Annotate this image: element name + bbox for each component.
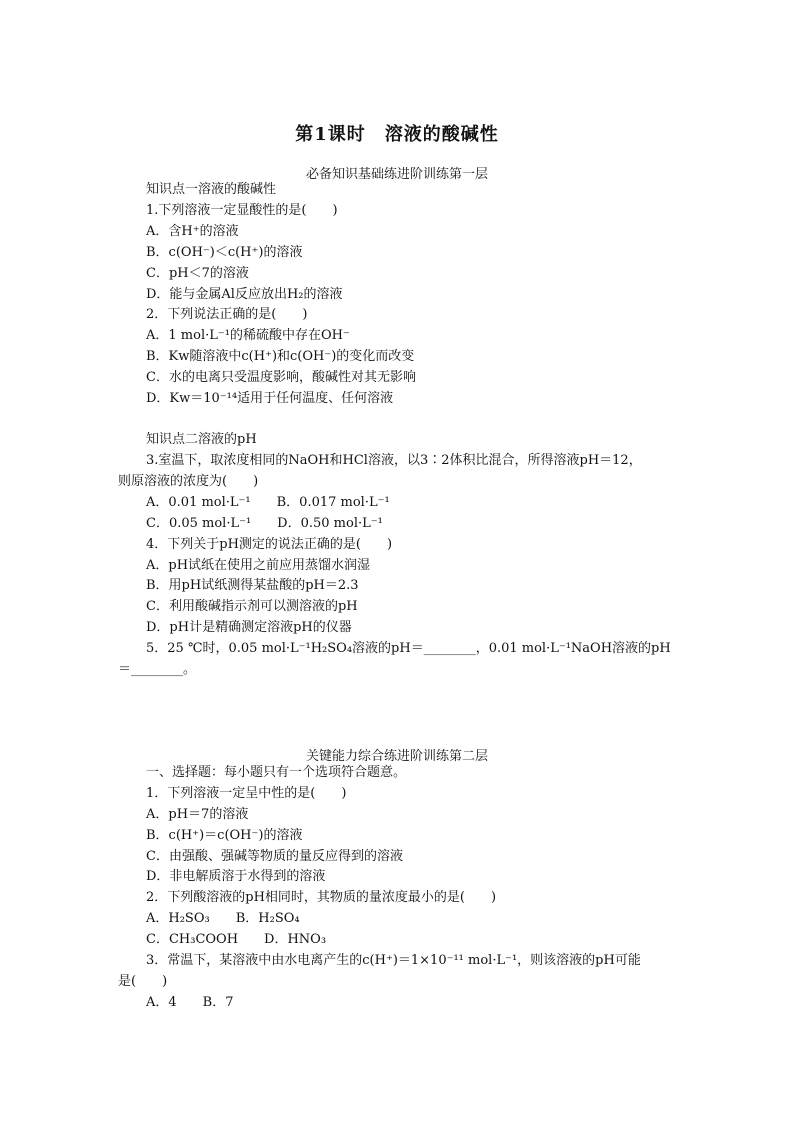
question-5-line2: ＝________。 <box>118 662 197 677</box>
question-2: 2．下列说法正确的是( ) <box>146 307 308 322</box>
l2-question-2-options-cd: C．CH₃COOH D．HNO₃ <box>146 932 327 947</box>
section-intro: 一、选择题：每小题只有一个选项符合题意。 <box>146 765 407 780</box>
question-2-option-d: D．Kw＝10⁻¹⁴适用于任何温度、任何溶液 <box>146 391 394 406</box>
question-4-option-d: D．pH计是精确测定溶液pH的仪器 <box>146 620 352 635</box>
l2-question-1-option-c: C．由强酸、强碱等物质的量反应得到的溶液 <box>146 849 403 864</box>
question-2-option-b: B．Kw随溶液中c(H⁺)和c(OH⁻)的变化而改变 <box>146 349 415 364</box>
l2-question-1-option-d: D．非电解质溶于水得到的溶液 <box>146 869 326 884</box>
knowledge-point-1-title: 知识点一溶液的酸碱性 <box>146 182 277 197</box>
page-title: 第1课时 溶液的酸碱性 <box>295 124 499 145</box>
question-4-option-a: A．pH试纸在使用之前应用蒸馏水润湿 <box>146 558 371 573</box>
l2-question-2: 2．下列酸溶液的pH相同时，其物质的量浓度最小的是( ) <box>146 890 497 905</box>
l2-question-1: 1．下列溶液一定呈中性的是( ) <box>146 786 347 801</box>
l2-question-1-option-a: A．pH＝7的溶液 <box>146 807 249 822</box>
l2-question-1-option-b: B．c(H⁺)＝c(OH⁻)的溶液 <box>146 828 303 843</box>
question-4-option-b: B．用pH试纸测得某盐酸的pH＝2.3 <box>146 578 359 593</box>
l2-question-3-line1: 3．常温下，某溶液中由水电离产生的c(H⁺)＝1×10⁻¹¹ mol·L⁻¹，则该溶液的pH可能 <box>146 953 641 968</box>
question-3-options-cd: C．0.05 mol·L⁻¹ D．0.50 mol·L⁻¹ <box>146 516 383 531</box>
section-header-layer2: 关键能力综合练进阶训练第二层 <box>305 749 488 764</box>
question-3-line2: 则原溶液的浓度为( ) <box>118 474 259 489</box>
question-4-option-c: C．利用酸碱指示剂可以测溶液的pH <box>146 599 358 614</box>
question-2-option-c: C．水的电离只受温度影响，酸碱性对其无影响 <box>146 370 416 385</box>
question-5-line1: 5．25 ℃时，0.05 mol·L⁻¹H₂SO₄溶液的pH＝________，0.01 mol·L⁻¹NaOH溶液的pH <box>146 641 671 656</box>
question-1: 1.下列溶液一定显酸性的是( ) <box>146 203 338 218</box>
l2-question-2-options-ab: A．H₂SO₃ B．H₂SO₄ <box>146 911 300 926</box>
question-1-option-b: B．c(OH⁻)＜c(H⁺)的溶液 <box>146 245 303 260</box>
knowledge-point-2-title: 知识点二溶液的pH <box>146 432 257 447</box>
question-1-option-c: C．pH＜7的溶液 <box>146 266 249 281</box>
question-3-options-ab: A．0.01 mol·L⁻¹ B．0.017 mol·L⁻¹ <box>146 495 390 510</box>
l2-question-3-line2: 是( ) <box>118 974 168 989</box>
question-4: 4．下列关于pH测定的说法正确的是( ) <box>146 537 393 552</box>
question-1-option-d: D．能与金属Al反应放出H₂的溶液 <box>146 287 343 302</box>
question-2-option-a: A．1 mol·L⁻¹的稀硫酸中存在OH⁻ <box>146 328 350 343</box>
question-1-option-a: A．含H⁺的溶液 <box>146 224 239 239</box>
section-header-layer1: 必备知识基础练进阶训练第一层 <box>305 167 488 182</box>
l2-question-3-options-ab: A．4 B．7 <box>146 995 234 1010</box>
question-3-line1: 3.室温下，取浓度相同的NaOH和HCl溶液，以3∶2体积比混合，所得溶液pH＝12， <box>146 453 642 468</box>
